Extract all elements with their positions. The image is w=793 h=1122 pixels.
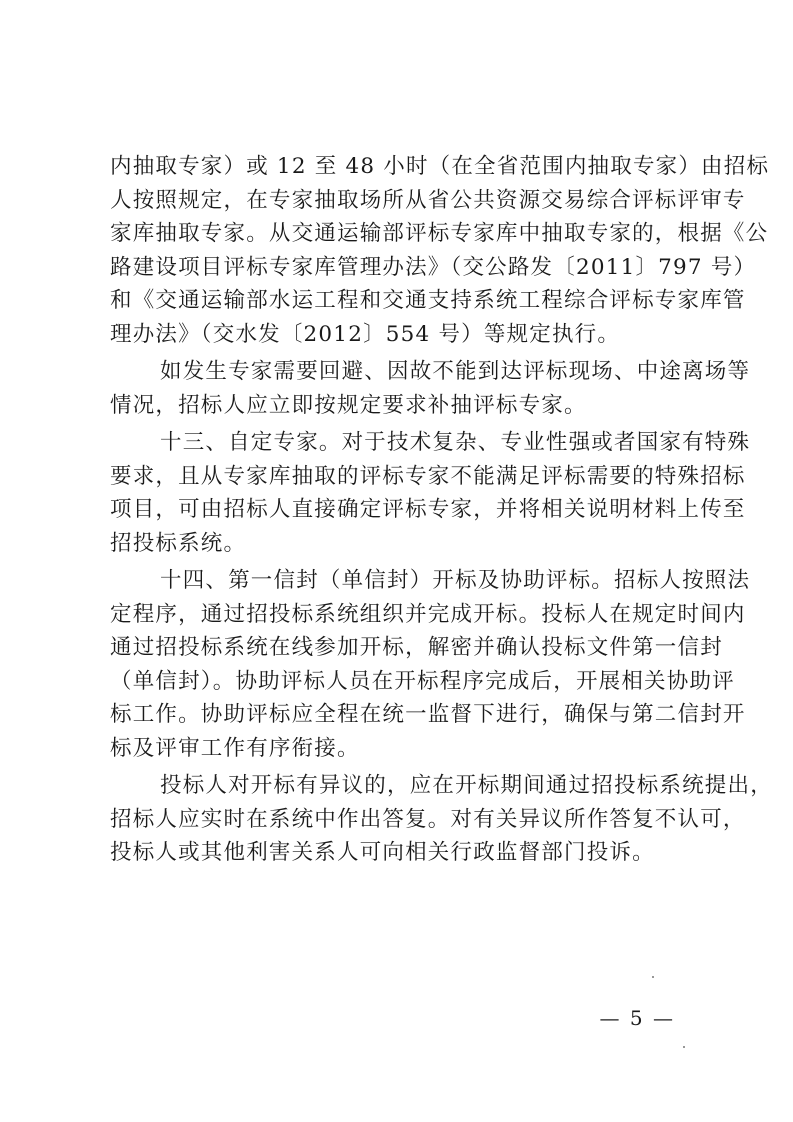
paragraph [110,355,751,422]
text-line: 理办法》（交水发〔2012〕554 号）等规定执行。 [110,321,621,347]
text-line: 家库抽取专家。从交通运输部评标专家库中抽取专家的，根据《公 [110,221,769,246]
text-line: （单信封）。协助评标人员在开标程序完成后，开展相关协助评 [110,668,735,694]
text-line: 投标人对开标有异议的，应在开标期间通过招投标系统提出， [160,773,773,798]
paragraph [110,426,751,560]
text-line: 通过招投标系统在线参加开标，解密并确认投标文件第一信封 [110,635,723,660]
text-line: 招标人应实时在系统中作出答复。对有关异议所作答复不认可， [110,806,746,832]
paragraph [110,564,751,765]
scan-speck [683,1046,685,1048]
text-line: 情况，招标人应立即按规定要求补抽评标专家。 [110,392,587,418]
text-line: 人按照规定，在专家抽取场所从省公共资源交易综合评标评审专 [110,187,746,213]
text-line: 如发生专家需要回避、因故不能到达评标现场、中途离场等 [160,359,751,384]
paragraph [110,150,770,351]
text-line: 招投标系统。 [110,530,247,556]
paragraph [110,769,773,870]
scan-speck [652,976,654,978]
text-line: 路建设项目评标专家库管理办法》（交公路发〔2011〕797 号） [110,254,757,280]
text-line: 十三、自定专家。对于技术复杂、专业性强或者国家有特殊 [160,430,751,455]
page-number: — 5 — [599,1006,675,1030]
text-line: 标及评审工作有序衔接。 [110,735,360,761]
text-line: 定程序，通过招投标系统组织并完成开标。投标人在规定时间内 [110,601,746,627]
text-line: 内抽取专家）或 12 至 48 小时（在全省范围内抽取专家）由招标 [110,154,770,179]
text-line: 要求，且从专家库抽取的评标专家不能满足评标需要的特殊招标 [110,463,746,489]
text-line: 项目，可由招标人直接确定评标专家，并将相关说明材料上传至 [110,497,746,522]
text-line: 投标人或其他利害关系人可向相关行政监督部门投诉。 [110,840,655,865]
text-line: 十四、第一信封（单信封）开标及协助评标。招标人按照法 [160,568,751,593]
body-text [110,150,773,874]
text-line: 标工作。协助评标应全程在统一监督下进行，确保与第二信封开 [110,702,746,727]
text-line: 和《交通运输部水运工程和交通支持系统工程综合评标专家库管 [110,288,746,313]
